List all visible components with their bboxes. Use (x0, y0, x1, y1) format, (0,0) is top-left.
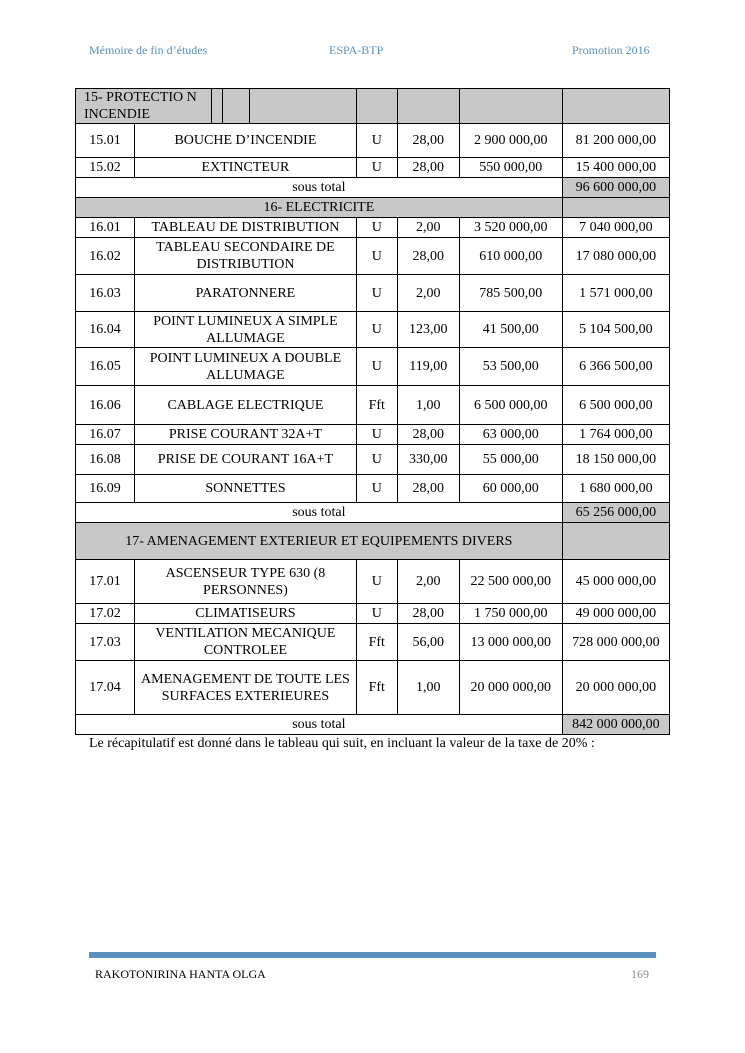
subtotal-label: sous total (76, 715, 563, 735)
item-code: 16.06 (76, 386, 135, 425)
item-quantity: 28,00 (397, 604, 459, 624)
item-code: 16.05 (76, 348, 135, 386)
item-quantity: 123,00 (397, 312, 459, 348)
item-amount: 49 000 000,00 (562, 604, 669, 624)
subtotal-value: 96 600 000,00 (562, 178, 669, 198)
item-unit: U (356, 218, 397, 238)
item-amount: 1 571 000,00 (562, 275, 669, 312)
item-code: 17.02 (76, 604, 135, 624)
item-code: 17.01 (76, 560, 135, 604)
item-unit: Fft (356, 624, 397, 661)
section-17-title-row (76, 523, 670, 560)
item-unit: U (356, 425, 397, 445)
item-amount: 45 000 000,00 (562, 560, 669, 604)
item-designation: EXTINCTEUR (134, 158, 356, 178)
table-row (76, 560, 670, 604)
bill-of-quantities-table (75, 88, 670, 735)
item-code: 16.07 (76, 425, 135, 445)
header-memoire: Mémoire de fin d’études (89, 43, 208, 57)
table-row (76, 624, 670, 661)
footer-author: RAKOTONIRINA HANTA OLGA (95, 967, 266, 981)
item-unit-price: 550 000,00 (459, 158, 562, 178)
item-designation: VENTILATION MECANIQUE CONTROLEE (134, 624, 356, 661)
item-designation: TABLEAU DE DISTRIBUTION (134, 218, 356, 238)
item-designation: PRISE DE COURANT 16A+T (134, 445, 356, 475)
item-unit: U (356, 158, 397, 178)
item-amount: 20 000 000,00 (562, 661, 669, 715)
item-unit-price: 55 000,00 (459, 445, 562, 475)
section-15-title-row (76, 89, 670, 124)
item-designation: PARATONNERE (134, 275, 356, 312)
item-amount: 18 150 000,00 (562, 445, 669, 475)
item-unit: U (356, 238, 397, 275)
item-code: 17.04 (76, 661, 135, 715)
table-row (76, 445, 670, 475)
table-row (76, 158, 670, 178)
item-unit: U (356, 348, 397, 386)
item-unit: Fft (356, 386, 397, 425)
item-unit-price: 3 520 000,00 (459, 218, 562, 238)
item-unit: U (356, 312, 397, 348)
item-unit-price: 785 500,00 (459, 275, 562, 312)
item-designation: BOUCHE D’INCENDIE (134, 124, 356, 158)
item-designation: ASCENSEUR TYPE 630 (8 PERSONNES) (134, 560, 356, 604)
subtotal-label: sous total (76, 503, 563, 523)
item-amount: 6 366 500,00 (562, 348, 669, 386)
subtotal-value: 65 256 000,00 (562, 503, 669, 523)
section-title: 16- ELECTRICITE (76, 198, 563, 218)
item-quantity: 2,00 (397, 560, 459, 604)
item-quantity: 1,00 (397, 386, 459, 425)
table-row (76, 275, 670, 312)
item-quantity: 28,00 (397, 158, 459, 178)
subtotal-row (76, 715, 670, 735)
recap-paragraph: Le récapitulatif est donné dans le tableau qui suit, en incluant la valeur de la taxe de 20% : (89, 736, 595, 751)
item-quantity: 330,00 (397, 445, 459, 475)
table-row (76, 386, 670, 425)
item-unit: U (356, 124, 397, 158)
table-row (76, 604, 670, 624)
item-quantity: 28,00 (397, 124, 459, 158)
item-quantity: 28,00 (397, 475, 459, 503)
item-unit-price: 41 500,00 (459, 312, 562, 348)
item-unit: U (356, 560, 397, 604)
section-16-title-row (76, 198, 670, 218)
item-code: 16.03 (76, 275, 135, 312)
item-designation: CABLAGE ELECTRIQUE (134, 386, 356, 425)
item-code: 16.09 (76, 475, 135, 503)
item-code: 16.04 (76, 312, 135, 348)
subtotal-row (76, 178, 670, 198)
item-amount: 7 040 000,00 (562, 218, 669, 238)
item-quantity: 2,00 (397, 275, 459, 312)
item-quantity: 1,00 (397, 661, 459, 715)
section-title: 15- PROTECTIO N INCENDIE (84, 90, 197, 122)
table-row (76, 348, 670, 386)
item-designation: POINT LUMINEUX A DOUBLE ALLUMAGE (134, 348, 356, 386)
page-number: 169 (631, 967, 649, 981)
item-code: 15.02 (76, 158, 135, 178)
item-amount: 6 500 000,00 (562, 386, 669, 425)
item-amount: 1 764 000,00 (562, 425, 669, 445)
item-designation: SONNETTES (134, 475, 356, 503)
item-designation: TABLEAU SECONDAIRE DE DISTRIBUTION (134, 238, 356, 275)
table-row (76, 238, 670, 275)
item-unit: U (356, 445, 397, 475)
table-row (76, 312, 670, 348)
item-code: 15.01 (76, 124, 135, 158)
item-code: 17.03 (76, 624, 135, 661)
item-code: 16.08 (76, 445, 135, 475)
header-school: ESPA-BTP (329, 43, 384, 57)
item-unit-price: 20 000 000,00 (459, 661, 562, 715)
item-unit: Fft (356, 661, 397, 715)
item-amount: 81 200 000,00 (562, 124, 669, 158)
item-unit-price: 22 500 000,00 (459, 560, 562, 604)
item-quantity: 2,00 (397, 218, 459, 238)
footer-divider (89, 952, 656, 958)
section-title: 17- AMENAGEMENT EXTERIEUR ET EQUIPEMENTS DIVERS (76, 523, 563, 560)
subtotal-value: 842 000 000,00 (562, 715, 669, 735)
item-unit: U (356, 604, 397, 624)
item-code: 16.02 (76, 238, 135, 275)
table-row (76, 218, 670, 238)
item-designation: CLIMATISEURS (134, 604, 356, 624)
item-designation: POINT LUMINEUX A SIMPLE ALLUMAGE (134, 312, 356, 348)
item-unit-price: 53 500,00 (459, 348, 562, 386)
item-unit: U (356, 275, 397, 312)
item-quantity: 28,00 (397, 238, 459, 275)
item-unit-price: 2 900 000,00 (459, 124, 562, 158)
table-row (76, 124, 670, 158)
header-promotion: Promotion 2016 (572, 43, 650, 57)
item-unit-price: 13 000 000,00 (459, 624, 562, 661)
item-amount: 17 080 000,00 (562, 238, 669, 275)
item-designation: AMENAGEMENT DE TOUTE LES SURFACES EXTERIEURES (134, 661, 356, 715)
item-unit-price: 610 000,00 (459, 238, 562, 275)
table-row (76, 425, 670, 445)
table-row (76, 661, 670, 715)
item-unit-price: 6 500 000,00 (459, 386, 562, 425)
table-row (76, 475, 670, 503)
subtotal-label: sous total (76, 178, 563, 198)
item-unit-price: 60 000,00 (459, 475, 562, 503)
item-quantity: 28,00 (397, 425, 459, 445)
item-unit: U (356, 475, 397, 503)
item-amount: 15 400 000,00 (562, 158, 669, 178)
item-quantity: 56,00 (397, 624, 459, 661)
item-quantity: 119,00 (397, 348, 459, 386)
item-unit-price: 63 000,00 (459, 425, 562, 445)
item-amount: 5 104 500,00 (562, 312, 669, 348)
item-designation: PRISE COURANT 32A+T (134, 425, 356, 445)
item-amount: 1 680 000,00 (562, 475, 669, 503)
subtotal-row (76, 503, 670, 523)
item-code: 16.01 (76, 218, 135, 238)
item-unit-price: 1 750 000,00 (459, 604, 562, 624)
item-amount: 728 000 000,00 (562, 624, 669, 661)
